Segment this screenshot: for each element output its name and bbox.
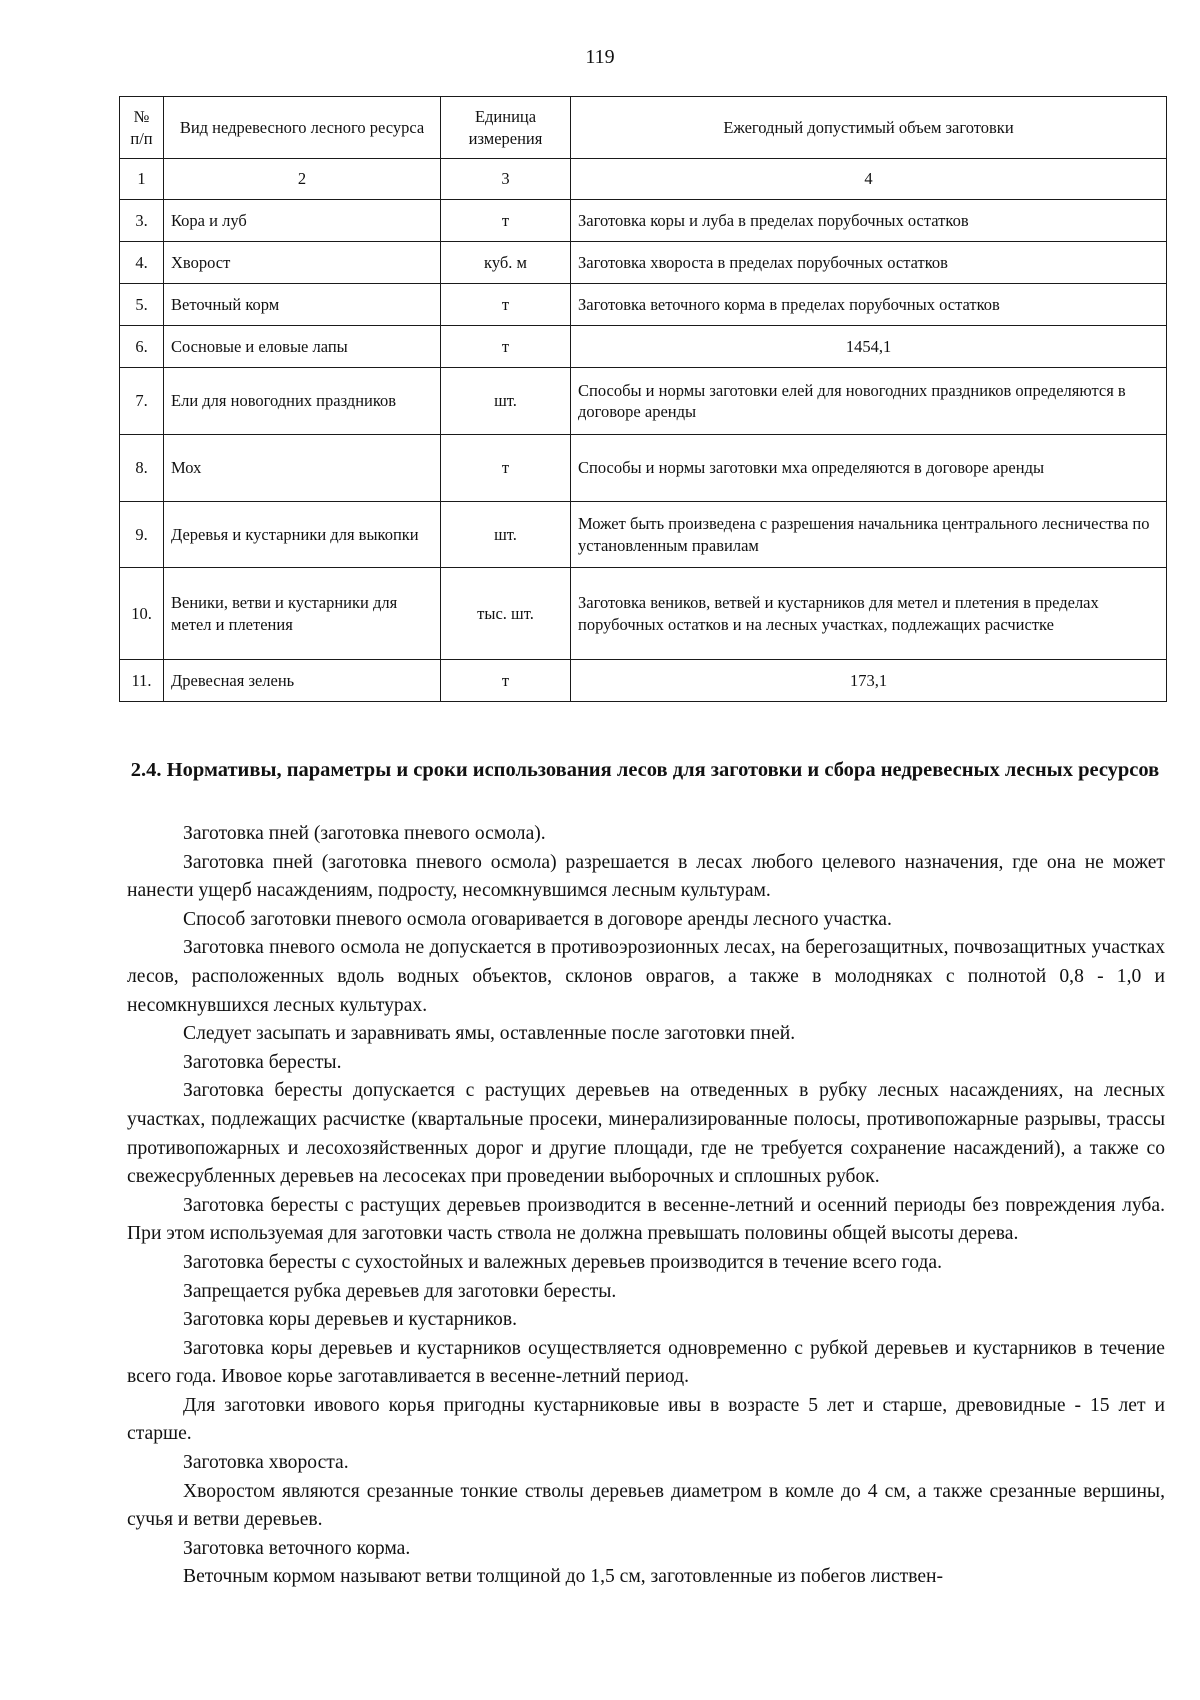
table-row bbox=[120, 326, 1167, 368]
table-row bbox=[120, 435, 1167, 502]
row-type: Хворост bbox=[164, 242, 441, 284]
paragraph: Для заготовки ивового корья пригодны кустарниковые ивы в возрасте 5 лет и старше, древовидные - 15 лет и старше. bbox=[127, 1394, 1165, 1445]
index-cell: 1 bbox=[120, 159, 164, 200]
row-volume: Заготовка веников, ветвей и кустарников для метел и плетения в пределах порубочных остатков и на лесных участках, подлежащих расчистке bbox=[571, 568, 1167, 660]
section-title: 2.4. Нормативы, параметры и сроки использования лесов для заготовки и сбора недревесных лесных ресурсов bbox=[130, 759, 1160, 781]
paragraph: Заготовка хвороста. bbox=[183, 1452, 349, 1474]
row-type: Древесная зелень bbox=[164, 660, 441, 702]
paragraph: Веточным кормом называют ветви толщиной до 1,5 см, заготовленные из побегов листвен- bbox=[183, 1566, 944, 1588]
row-type: Сосновые и еловые лапы bbox=[164, 326, 441, 368]
table-row bbox=[120, 660, 1167, 702]
paragraph: Заготовка пней (заготовка пневого осмола) разрешается в лесах любого целевого назначения, где она не может нанести ущерб насаждениям, подросту, несомкнувшимся лесным культурам. bbox=[127, 851, 1165, 902]
paragraph: Заготовка коры деревьев и кустарников. bbox=[183, 1309, 518, 1331]
paragraph: Заготовка коры деревьев и кустарников осуществляется одновременно с рубкой деревьев и кустарников в течение всего года. Ивовое корье заготавливается в весенне-летний период. bbox=[127, 1337, 1165, 1388]
row-unit: куб. м bbox=[441, 242, 571, 284]
body-text bbox=[127, 820, 1165, 1592]
row-type: Мох bbox=[164, 435, 441, 502]
row-volume: Заготовка коры и луба в пределах порубочных остатков bbox=[571, 200, 1167, 242]
paragraph: Следует засыпать и заравнивать ямы, оставленные после заготовки пней. bbox=[183, 1023, 796, 1045]
table-row bbox=[120, 242, 1167, 284]
table-row bbox=[120, 568, 1167, 660]
row-volume: Заготовка веточного корма в пределах порубочных остатков bbox=[571, 284, 1167, 326]
table-row bbox=[120, 502, 1167, 568]
paragraph: Способ заготовки пневого осмола оговаривается в договоре аренды лесного участка. bbox=[183, 908, 892, 930]
row-num: 6. bbox=[120, 326, 164, 368]
index-cell: 2 bbox=[164, 159, 441, 200]
resources-table bbox=[119, 96, 1167, 702]
row-volume: 173,1 bbox=[571, 660, 1167, 702]
row-num: 4. bbox=[120, 242, 164, 284]
paragraph: Заготовка веточного корма. bbox=[183, 1537, 411, 1559]
row-unit: шт. bbox=[441, 502, 571, 568]
paragraph: Хворостом являются срезанные тонкие стволы деревьев диаметром в комле до 4 см, а также срезанные вершины, сучья и ветви деревьев. bbox=[127, 1480, 1165, 1531]
table-index-row bbox=[120, 159, 1167, 200]
paragraph: Заготовка бересты. bbox=[183, 1051, 342, 1073]
paragraph: Заготовка пней (заготовка пневого осмола). bbox=[183, 823, 546, 844]
paragraph: Заготовка бересты с растущих деревьев производится в весенне-летний и осенний периоды без повреждения луба. При этом используемая для заготовки часть ствола не должна превышать половины общей высоты дерева. bbox=[127, 1194, 1165, 1245]
row-type: Веники, ветви и кустарники для метел и плетения bbox=[164, 568, 441, 660]
table-header-row bbox=[120, 97, 1167, 159]
row-unit: шт. bbox=[441, 368, 571, 435]
row-num: 5. bbox=[120, 284, 164, 326]
table-row bbox=[120, 200, 1167, 242]
header-num: № п/п bbox=[120, 97, 164, 159]
row-unit: т bbox=[441, 200, 571, 242]
row-unit: тыс. шт. bbox=[441, 568, 571, 660]
row-num: 8. bbox=[120, 435, 164, 502]
row-num: 7. bbox=[120, 368, 164, 435]
row-unit: т bbox=[441, 284, 571, 326]
header-volume: Ежегодный допустимый объем заготовки bbox=[571, 97, 1167, 159]
table-row bbox=[120, 284, 1167, 326]
row-num: 3. bbox=[120, 200, 164, 242]
header-type: Вид недревесного лесного ресурса bbox=[164, 97, 441, 159]
row-volume: 1454,1 bbox=[571, 326, 1167, 368]
row-volume: Заготовка хвороста в пределах порубочных остатков bbox=[571, 242, 1167, 284]
row-type: Веточный корм bbox=[164, 284, 441, 326]
row-unit: т bbox=[441, 326, 571, 368]
row-volume: Может быть произведена с разрешения начальника центрального лесничества по установленным правилам bbox=[571, 502, 1167, 568]
row-unit: т bbox=[441, 435, 571, 502]
row-num: 11. bbox=[120, 660, 164, 702]
index-cell: 4 bbox=[571, 159, 1167, 200]
row-type: Кора и луб bbox=[164, 200, 441, 242]
table-row bbox=[120, 368, 1167, 435]
paragraph: Заготовка бересты допускается с растущих деревьев на отведенных в рубку лесных насаждениях, на лесных участках, подлежащих расчистке (квартальные просеки, минерализированные полосы, противопожарные разрывы, трассы противопожарных и лесохозяйственных дорог и другие площади, где не требуется сохранение насаждений), а также со свежесрубленных деревьев на лесосеках при проведении выборочных и сплошных рубок. bbox=[127, 1080, 1165, 1188]
page-number: 119 bbox=[585, 46, 615, 68]
row-type: Ели для новогодних праздников bbox=[164, 368, 441, 435]
row-volume: Способы и нормы заготовки мха определяются в договоре аренды bbox=[571, 435, 1167, 502]
paragraph: Заготовка бересты с сухостойных и валежных деревьев производится в течение всего года. bbox=[183, 1251, 942, 1273]
row-type: Деревья и кустарники для выкопки bbox=[164, 502, 441, 568]
paragraph: Заготовка пневого осмола не допускается в противоэрозионных лесах, на берегозащитных, почвозащитных участках лесов, расположенных вдоль водных объектов, склонов оврагов, а также в молодняках с полнотой 0,8 - 1,0 и несомкнувшихся лесных культурах. bbox=[127, 937, 1165, 1016]
paragraph: Запрещается рубка деревьев для заготовки бересты. bbox=[183, 1280, 617, 1302]
row-num: 10. bbox=[120, 568, 164, 660]
row-num: 9. bbox=[120, 502, 164, 568]
index-cell: 3 bbox=[441, 159, 571, 200]
header-unit: Единица измерения bbox=[441, 97, 571, 159]
row-volume: Способы и нормы заготовки елей для новогодних праздников определяются в договоре аренды bbox=[571, 368, 1167, 435]
row-unit: т bbox=[441, 660, 571, 702]
